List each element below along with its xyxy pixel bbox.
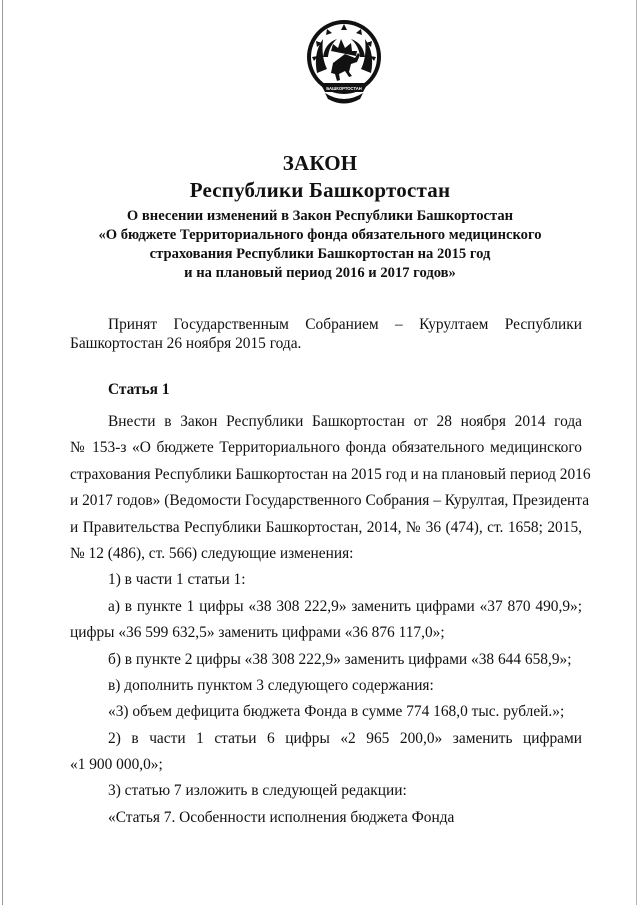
emblem-ribbon-text: БАШКОРТОСТАН	[326, 86, 362, 91]
amendment-item-1: 1) в части 1 статьи 1:	[108, 571, 246, 589]
adoption-note	[70, 315, 582, 353]
article-1-line-1: Внести в Закон Республики Башкортостан от 28 ноября 2014 года	[108, 413, 582, 430]
law-subtitle-line1: О внесении изменений в Закон Республики Башкортостан	[126, 208, 514, 224]
law-subtitle-line4: и на плановый период 2016 и 2017 годов»	[184, 265, 456, 281]
coat-of-arms-emblem	[303, 17, 385, 113]
article-1-line-4: и 2017 годов» (Ведомости Государственного Собрания – Курултая, Президента	[70, 492, 590, 510]
article-1-body	[70, 409, 591, 831]
article-1-line-6: № 12 (486), ст. 566) следующие изменения:	[70, 544, 354, 562]
article-1-line-2: № 153-з «О бюджете Территориального фонда обязательного медицинского	[70, 439, 582, 457]
amendment-item-2-line2: «1 900 000,0»;	[70, 756, 163, 774]
law-subtitle-line3: страхования Республики Башкортостан на 2015 год	[149, 246, 491, 262]
amendment-item-1c-quote: «3) объем дефицита бюджета Фонда в сумме 774 168,0 тыс. рублей.»;	[108, 703, 565, 721]
law-subtitle-line2: «О бюджете Территориального фонда обязательного медицинского	[98, 227, 542, 243]
scan-edge-left	[2, 0, 3, 905]
amendment-item-1a-line1: а) в пункте 1 цифры «38 308 222,9» заменить цифрами «37 870 490,9»;	[108, 597, 582, 615]
amendment-item-1c: в) дополнить пунктом 3 следующего содержания:	[108, 676, 434, 694]
article-1-heading-text: Статья 1	[108, 381, 170, 398]
amendment-item-3-quote: «Статья 7. Особенности исполнения бюджета Фонда	[108, 808, 455, 826]
amendment-item-1a-line2: цифры «36 599 632,5» заменить цифрами «36 876 117,0»;	[70, 624, 445, 642]
amendment-item-2-line1: 2) в части 1 статьи 6 цифры «2 965 200,0» заменить цифрами	[108, 729, 582, 747]
adoption-line2: Башкортостан 26 ноября 2015 года.	[70, 335, 302, 352]
scan-edge-right	[636, 0, 637, 905]
article-1-line-3: страхования Республики Башкортостан на 2015 год и на плановый период 2016	[70, 465, 591, 483]
article-1-heading	[70, 380, 582, 399]
law-title-line2: Республики Башкортостан	[189, 178, 451, 202]
law-subtitle	[0, 207, 640, 283]
article-1-line-5: и Правительства Республики Башкортостан, 2014, № 36 (474), ст. 1658; 2015,	[70, 518, 582, 536]
adoption-line1: Принят Государственным Собранием – Курултаем Республики	[108, 316, 582, 333]
law-title-line1: ЗАКОН	[282, 151, 358, 175]
amendment-item-3: 3) статью 7 изложить в следующей редакции:	[108, 782, 407, 800]
law-title	[0, 150, 640, 204]
amendment-item-1b: б) в пункте 2 цифры «38 308 222,9» заменить цифрами «38 644 658,9»;	[108, 650, 572, 668]
